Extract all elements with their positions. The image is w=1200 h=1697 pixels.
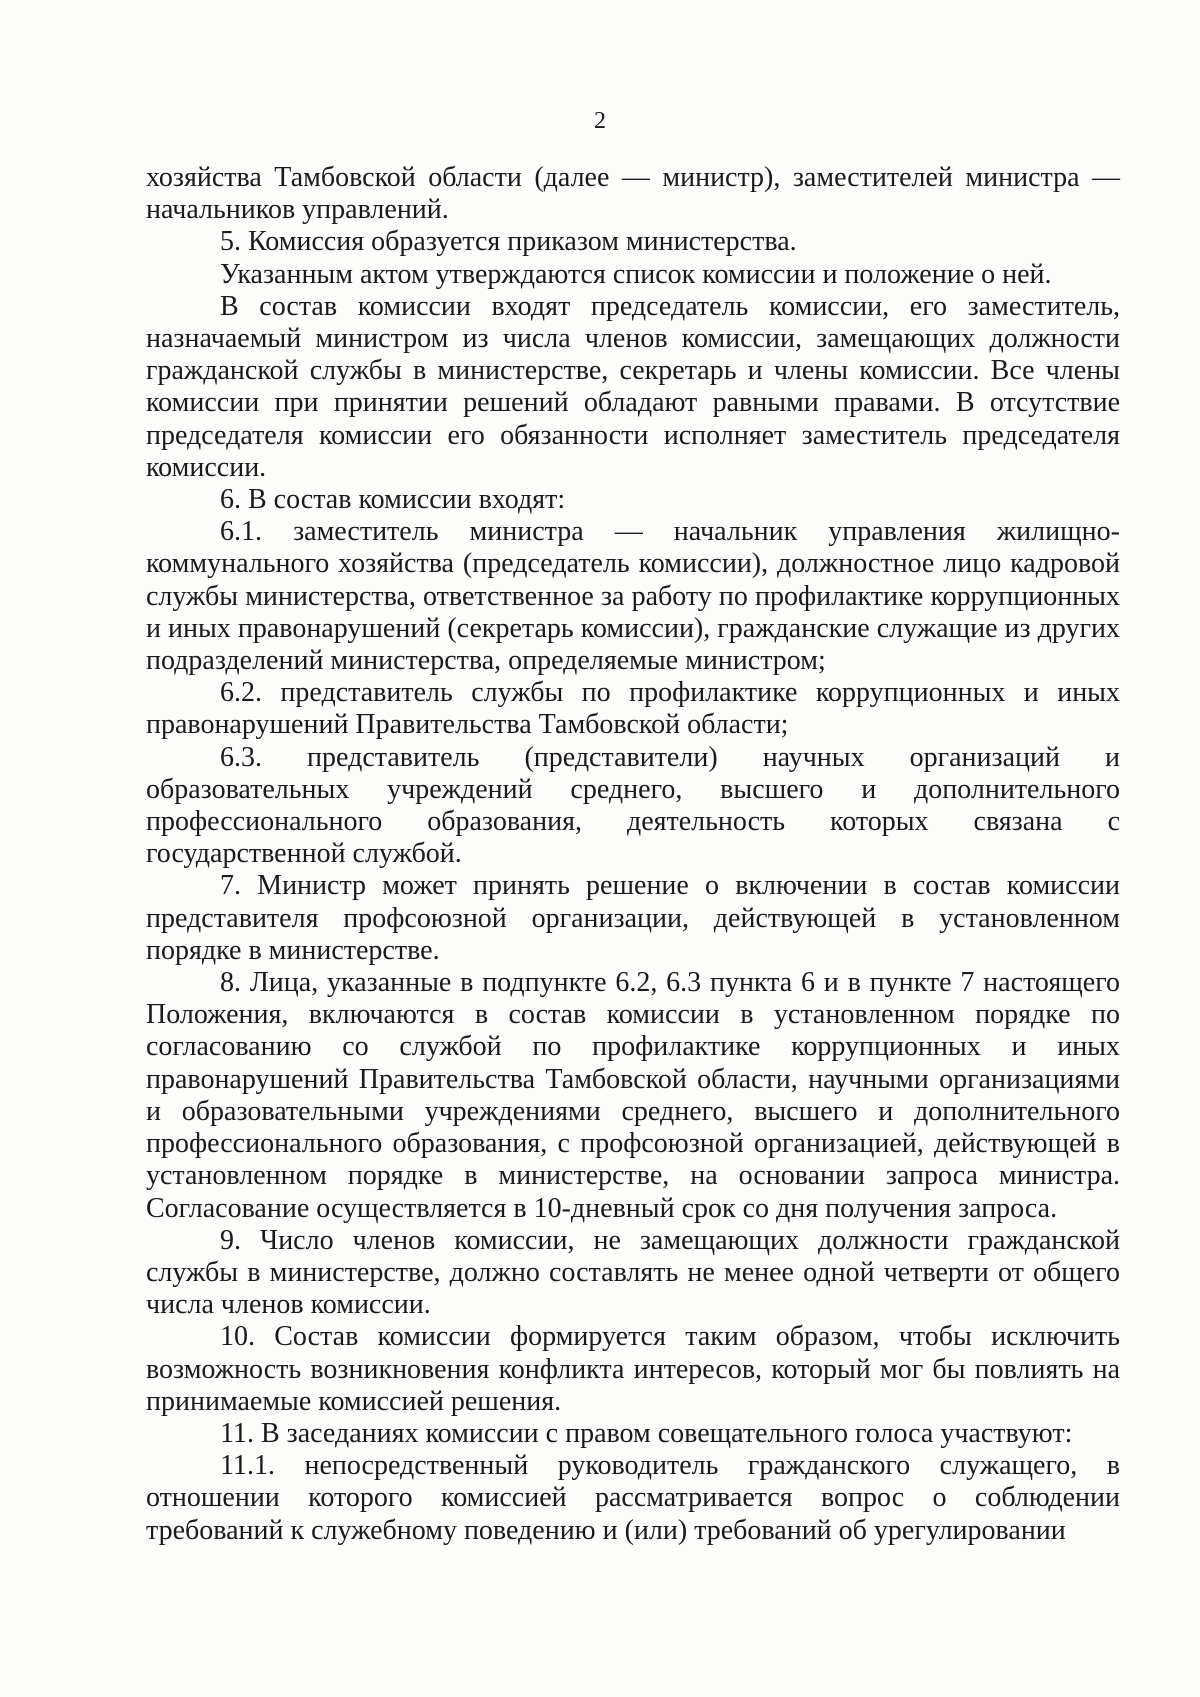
paragraph-act-approval: Указанным актом утверждаются список комиссии и положение о ней. [220,258,1052,290]
paragraph-item-10: 10. Состав комиссии формируется таким образом, чтобы исключить возможность возникновения конфликта интересов, который мог бы повлиять на принимаемые комиссией решения. [146,1321,1120,1417]
paragraph-item-8: 8. Лица, указанные в подпункте 6.2, 6.3 пункта 6 и в пункте 7 настоящего Положения, включаются в состав комиссии в установленном порядке по согласованию со службой по профилактике коррупционных и иных правонарушений Правительства Тамбовской области, научными организациями и образовательными учреждениями среднего, высшего и дополнительного профессионального образования, с профсоюзной организацией, действующей в установленном порядке в министерстве, на основании запроса министра. Согласование осуществляется в 10-дневный срок со дня получения запроса. [146,967,1120,1224]
paragraph-item-6-1: 6.1. заместитель министра — начальник управления жилищно-коммунального хозяйства (председатель комиссии), должностное лицо кадровой службы министерства, ответственное за работу по профилактике коррупционных и иных правонарушений (секретарь комиссии), гражданские служащие из других подразделений министерства, определяемые министром; [146,516,1120,677]
paragraph-item-5: 5. Комиссия образуется приказом министерства. [220,226,797,258]
paragraph-item-6-2: 6.2. представитель службы по профилактике коррупционных и иных правонарушений Правительства Тамбовской области; [146,677,1120,741]
paragraph-commission-composition: В состав комиссии входят председатель комиссии, его заместитель, назначаемый министром из числа членов комиссии, замещающих должности гражданской службы в министерстве, секретарь и члены комиссии. Все члены комиссии при принятии решений обладают равными правами. В отсутствие председателя комиссии его обязанности исполняет заместитель председателя комиссии. [146,290,1120,483]
paragraph-item-6-3: 6.3. представитель (представители) научных организаций и образовательных учреждений среднего, высшего и дополнительного профессионального образования, деятельность которых связана с государственной службой. [146,741,1120,870]
paragraph-item-11: 11. В заседаниях комиссии с правом совещательного голоса участвуют: [220,1417,1073,1449]
paragraph-item-11-1: 11.1. непосредственный руководитель гражданского служащего, в отношении которого комиссией рассматривается вопрос о соблюдении требований к служебному поведению и (или) требований об урегулировании [146,1450,1120,1546]
paragraph-continuation: хозяйства Тамбовской области (далее — министр), заместителей министра — начальников управлений. [146,162,1120,226]
document-body [146,162,1120,1547]
page-number: 2 [594,108,606,134]
paragraph-item-7: 7. Министр может принять решение о включении в состав комиссии представителя профсоюзной организации, действующей в установленном порядке в министерстве. [146,870,1120,966]
paragraph-item-6: 6. В состав комиссии входят: [220,484,566,516]
paragraph-item-9: 9. Число членов комиссии, не замещающих должности гражданской службы в министерстве, должно составлять не менее одной четверти от общего числа членов комиссии. [146,1224,1120,1321]
